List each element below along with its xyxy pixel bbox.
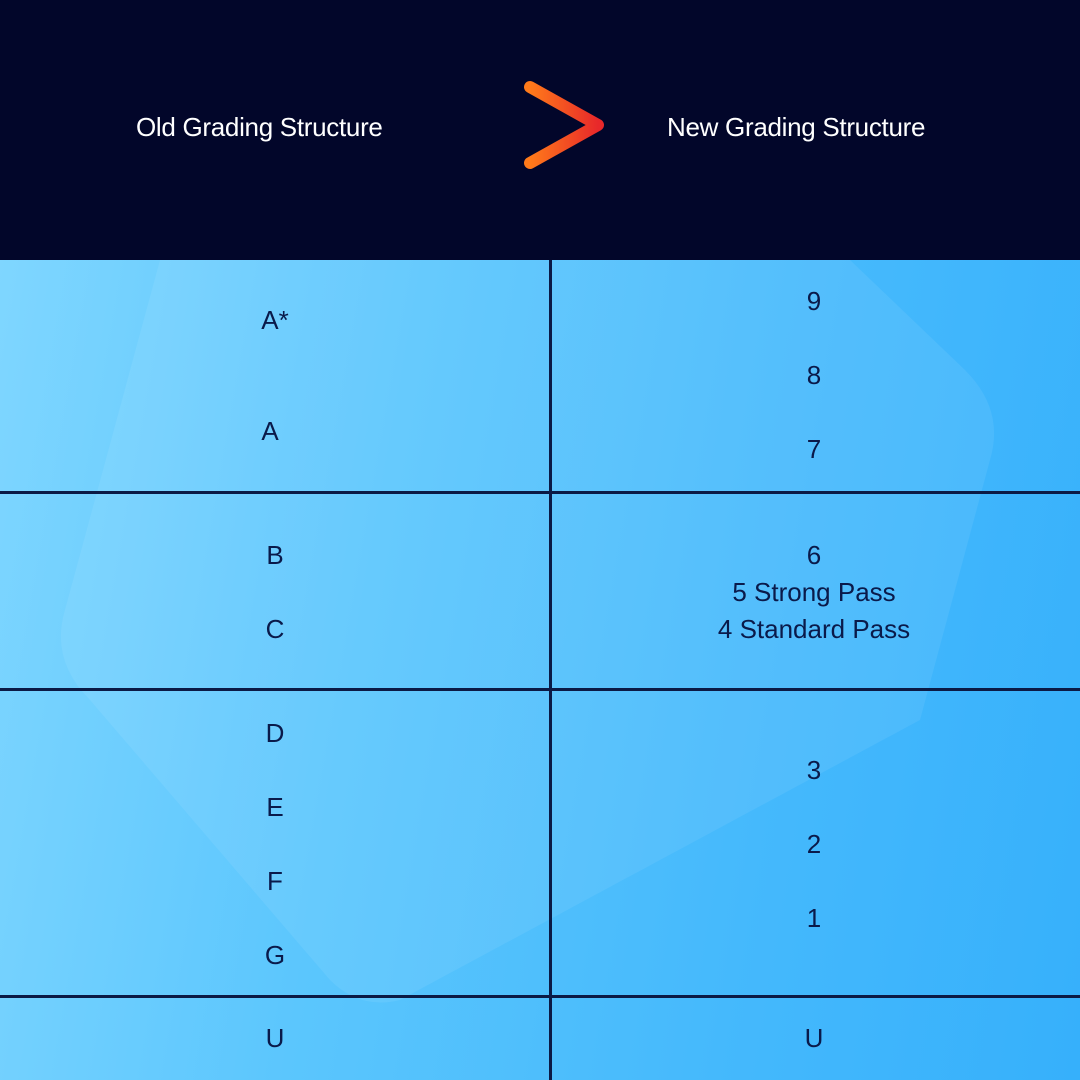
- old-grading-title: Old Grading Structure: [136, 112, 383, 142]
- new-grade-5-strong-pass: 5 Strong Pass: [732, 577, 896, 607]
- right-arrow-icon: [472, 78, 612, 178]
- new-grade-4-standard-pass: 4 Standard Pass: [717, 614, 911, 644]
- old-grade-f: F: [267, 866, 283, 896]
- new-grade-9: 9: [806, 286, 822, 316]
- old-grade-a-star: A*: [261, 305, 289, 335]
- old-grade-d: D: [265, 718, 285, 748]
- row-divider: [0, 995, 1080, 998]
- old-grade-e: E: [266, 792, 284, 822]
- new-grade-3: 3: [806, 755, 822, 785]
- row-divider: [0, 491, 1080, 494]
- old-grade-b: B: [266, 540, 284, 570]
- new-grade-2: 2: [806, 829, 822, 859]
- new-grade-8: 8: [806, 360, 822, 390]
- old-grade-a: A: [261, 416, 279, 446]
- new-grade-u: U: [804, 1023, 824, 1053]
- old-grade-c: C: [265, 614, 285, 644]
- header: [0, 0, 1080, 260]
- new-grade-1: 1: [806, 903, 822, 933]
- old-grade-u: U: [265, 1023, 285, 1053]
- decorative-rounded-square: [0, 260, 1080, 1080]
- row-divider: [0, 688, 1080, 691]
- old-grade-g: G: [264, 940, 286, 970]
- column-divider: [549, 260, 552, 1080]
- grading-table: [0, 260, 1080, 1080]
- new-grade-6: 6: [806, 540, 822, 570]
- new-grading-title: New Grading Structure: [667, 112, 926, 142]
- new-grade-7: 7: [806, 434, 822, 464]
